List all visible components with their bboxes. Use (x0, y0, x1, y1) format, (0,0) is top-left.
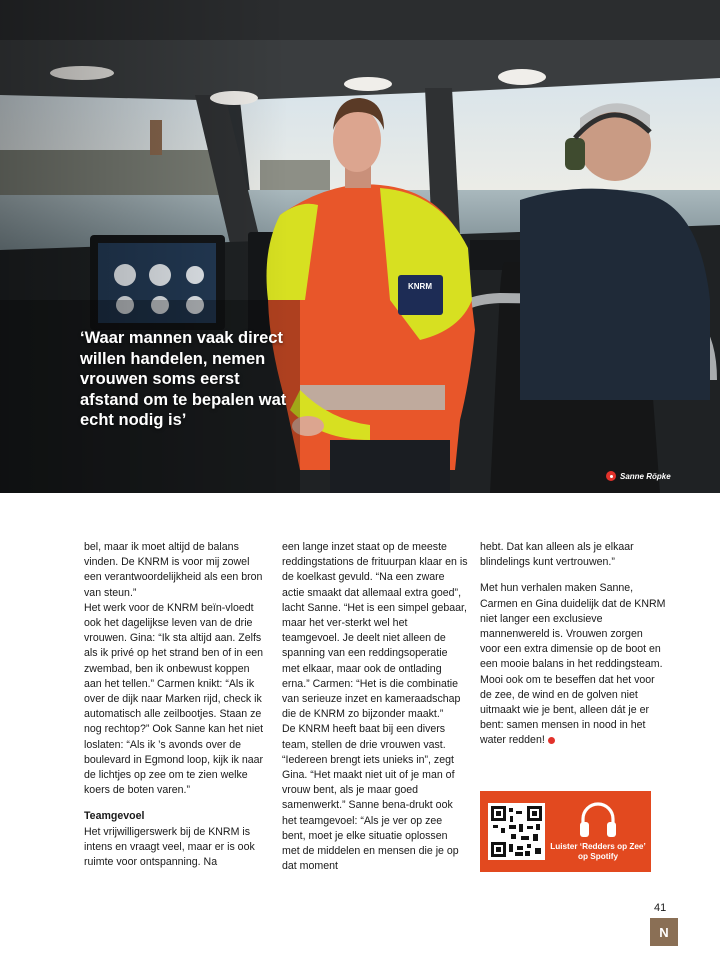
spotify-promo[interactable] (480, 791, 651, 872)
page-number: 41 (654, 902, 667, 914)
pull-quote: ‘Waar mannen vaak direct willen handelen, nemen vrouwen soms eerst afstand om te bepalen wat echt nodig is’ (80, 329, 287, 429)
qr-code-icon (491, 806, 542, 857)
spotify-link[interactable] (545, 801, 651, 862)
article-column-2 (282, 540, 468, 874)
paragraph: Het vrijwilligerswerk bij de KNRM is intens en vraagt veel, maar er is ook ruimte voor ontspanning. Na (84, 825, 255, 869)
spotify-promo-text: Luister ‘Redders op Zee’ op Spotify (550, 842, 646, 861)
paragraph: Het werk voor de KNRM beïn-vloedt ook het dagelijkse leven van de drie vrouwen. Gina: “Ik sta altijd aan. Zelfs als ik privé op het strand ben of in een zwembad, ben ik onbewust koppen aan het tellen.” Carmen knikt: “Als ik over de dijk naar Marken rijd, check ik automatisch alle zeilbootjes. Staan ze nog rechtop?” Ook Sanne kan het niet loslaten: “Als ik ’s avonds over de boulevard in Egmond loop, kijk ik naar de lichtjes op zee om te zien welke koers de boten varen.” (84, 601, 264, 797)
paragraph: bel, maar ik moet altijd de balans vinden. De KNRM is voor mij zowel een verantwoordelijkheid als een bron van steun.” (84, 541, 263, 599)
end-mark-icon (548, 737, 555, 744)
paragraph-closing (480, 581, 666, 748)
paragraph: hebt. Dat kan alleen als je elkaar blindelings kunt vertrouwen.” (480, 541, 634, 569)
headphones-icon (578, 801, 618, 839)
qr-code[interactable] (488, 803, 545, 860)
article-column-3 (480, 540, 666, 749)
closing-text: Met hun verhalen maken Sanne, Carmen en Gina duidelijk dat de KNRM niet langer een exclusieve mannenwereld is. Vrouwen zorgen voor een extra dimensie op de boot en een mooie balans in het reddingsteam. Mooi ook om te beseffen dat het voor de zee, de wind en de golven niet uitmaakt wie je bent, alleen dát je er bent: samen mensen in nood in het water redden! (480, 582, 666, 747)
article-column-1 (84, 540, 270, 870)
camera-icon (606, 471, 616, 481)
magazine-logo: N (650, 918, 678, 946)
photo-credit (606, 471, 671, 481)
photo-credit-name: Sanne Röpke (620, 471, 671, 481)
paragraph: De KNRM heeft baat bij een divers team, stellen de drie vrouwen vast. “Iedereen brengt iets unieks in”, zegt Gina. “Het maakt niet uit of je man of vrouw bent, als je maar goed samenwerkt.” Sanne bena-drukt ook het teamgevoel: “Als je ver op zee bent, moet je elke situatie oplossen met de middelen en mensen die je op dat moment (282, 723, 459, 873)
subheading-teamgevoel: Teamgevoel (84, 810, 145, 823)
paragraph: een lange inzet staat op de meeste reddingstations de frituurpan klaar en is de koelkast gevuld. “Na een zware actie smaakt dat allemaal extra goed”, lacht Sanne. “Het is een simpel gebaar, maar het ver-sterkt wel het teamgevoel. Je deelt niet alleen de spanning van een reddingsoperatie met elkaar, maar ook de ontlading erna.” Carmen: “Het is die combinatie van serieuze inzet en kameraadschap die de KNRM zo bijzonder maakt.” (282, 541, 468, 721)
